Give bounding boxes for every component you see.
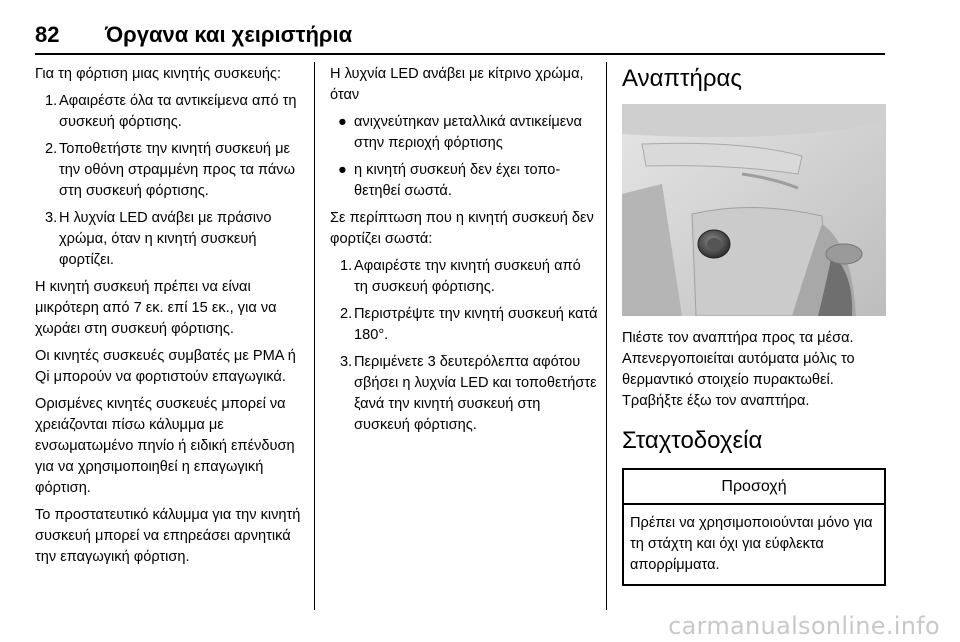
list-text: Περιμένετε 3 δευτερόλεπτα αφότου σβήσει η λυχνία LED και τοποθετήστε ξανά την κινητή συσκευή στη συσκευή φόρτισης. [354, 354, 597, 433]
page-header [35, 22, 925, 52]
list-number: 1. [340, 258, 353, 274]
list-number: 2. [340, 306, 353, 322]
list-item [330, 352, 598, 436]
list-text: Η λυχνία LED ανάβει με πράσινο χρώμα, όταν η κινητή συσκευή φορτίζει. [59, 210, 272, 268]
watermark: carmanualsonline.info [668, 612, 940, 640]
column-1 [35, 64, 303, 574]
list-number: 1. [45, 93, 58, 109]
paragraph: Το προστατευτικό κάλυμμα για την κινητή συσκευή μπορεί να επηρεάσει αρνητικά την επαγωγική φόρτιση. [35, 507, 301, 565]
bullet-icon: ● [338, 114, 347, 130]
paragraph: Η λυχνία LED ανάβει με κίτρινο χρώμα, όταν [330, 66, 584, 103]
list-item [330, 256, 598, 298]
list-item [35, 208, 303, 271]
column-divider [314, 62, 315, 610]
console-illustration [622, 104, 886, 316]
list-text: Αφαιρέστε όλα τα αντικείμενα από τη συσκευή φόρτισης. [59, 93, 297, 130]
list-text: Τοποθετήστε την κινητή συσκευή με την οθόνη στραμμένη προς τα πάνω στη συσκευή φόρτισης. [59, 141, 295, 199]
bullet-item [330, 112, 598, 154]
column-divider [606, 62, 607, 610]
caution-text: Πρέπει να χρησιμοποιούνται μόνο για τη στάχτη και όχι για εύφλεκτα απορρίμματα. [630, 515, 873, 573]
paragraph: Η κινητή συσκευή πρέπει να είναι μικρότερη από 7 εκ. επί 15 εκ., για να χωράει στη συσκευή φόρτισης. [35, 279, 277, 337]
page-title: Όργανα και χειριστήρια [105, 22, 353, 47]
list-item [35, 91, 303, 133]
list-text: Αφαιρέστε την κινητή συσκευή από τη συσκευή φόρτισης. [354, 258, 581, 295]
paragraph: Πιέστε τον αναπτήρα προς τα μέσα. Απενεργοποιείται αυτόματα μόλις το θερμαντικό στοιχείο πυρακτωθεί. Τραβήξτε έξω τον αναπτήρα. [622, 330, 855, 409]
column-2 [330, 64, 598, 442]
bullet-text: η κινητή συσκευή δεν έχει τοποθετηθεί σωστά. [354, 162, 561, 199]
column-3 [622, 64, 886, 586]
list-item [330, 304, 598, 346]
cigarette-lighter-photo [622, 104, 886, 316]
bullet-text: ανιχνεύτηκαν μεταλλικά αντικείμενα στην περιοχή φόρτισης [354, 114, 582, 151]
list-item [35, 139, 303, 202]
caution-title: Προσοχή [624, 470, 884, 505]
caution-box [622, 468, 886, 586]
paragraph: Σε περίπτωση που η κινητή συσκευή δεν φορτίζει σωστά: [330, 210, 594, 247]
list-number: 2. [45, 141, 58, 157]
bullet-item [330, 160, 598, 202]
list-text: Περιστρέψτε την κινητή συσκευή κατά 180°. [354, 306, 598, 343]
paragraph: Οι κινητές συσκευές συμβατές με PMA ή Qi μπορούν να φορτιστούν επαγωγικά. [35, 348, 296, 385]
paragraph: Ορισμένες κινητές συσκευές μπορεί να χρειάζονται πίσω κάλυμμα με ενσωματωμένο πηνίο ή ειδική επένδυση για να χρησιμοποιηθεί η επαγωγική φόρτιση. [35, 396, 295, 496]
list-number: 3. [45, 210, 58, 226]
bullet-icon: ● [338, 162, 347, 178]
paragraph: Για τη φόρτιση μιας κινητής συσκευής: [35, 66, 282, 82]
list-number: 3. [340, 354, 353, 370]
section-heading: Σταχτοδοχεία [622, 427, 763, 454]
page-number: 82 [35, 22, 60, 47]
section-heading: Αναπτήρας [622, 65, 742, 92]
header-rule [35, 53, 885, 55]
